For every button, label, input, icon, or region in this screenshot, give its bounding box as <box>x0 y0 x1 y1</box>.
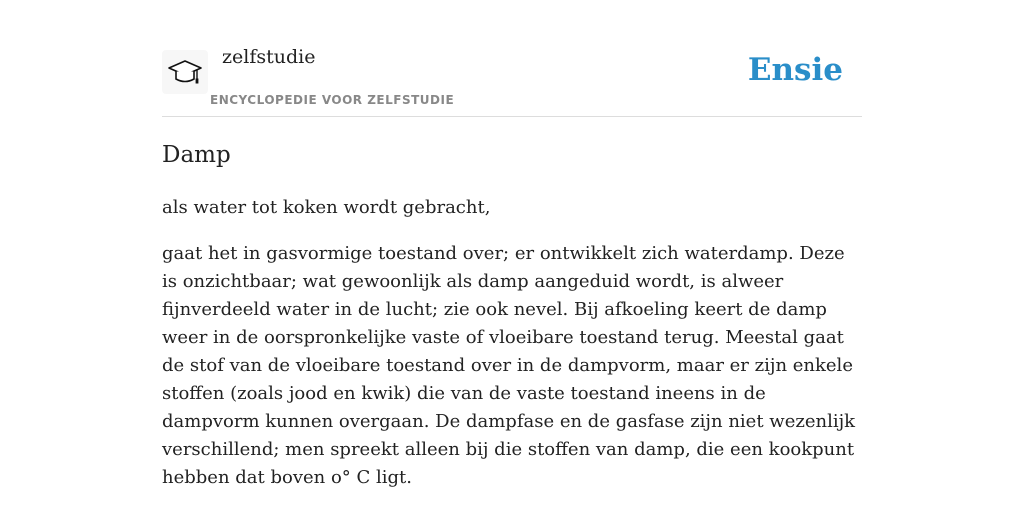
graduation-cap-icon <box>167 58 203 88</box>
site-logo[interactable] <box>162 50 208 94</box>
site-tagline: ENCYCLOPEDIE VOOR ZELFSTUDIE <box>210 93 455 107</box>
brand-logo-link[interactable]: Ensie <box>747 52 843 88</box>
article-body: gaat het in gasvormige toestand over; er ontwikkelt zich waterdamp. Deze is onzichtbaar; wat gewoonlijk als damp aangeduid wordt, is alweer fijnverdeeld water in de lucht; zie ook nevel. Bij afkoeling keert de damp weer in de oorspronkelijke vaste of vloeibare toestand terug. Meestal gaat de stof van de vloeibare toestand over in de dampvorm, maar er zijn enkele stoffen (zoals jood en kwik) die van de vaste toestand ineens in de dampvorm kunnen overgaan. De dampfase en de gasfase zijn niet wezenlijk verschillend; men spreekt alleen bij die stoffen van damp, die een kookpunt hebben dat boven o° C ligt. <box>162 243 856 488</box>
site-header <box>162 40 862 117</box>
article-lead: als water tot koken wordt gebracht, <box>162 197 491 218</box>
site-name-link[interactable]: zelfstudie <box>222 46 316 68</box>
article-title: Damp <box>162 142 231 168</box>
article <box>162 140 862 492</box>
